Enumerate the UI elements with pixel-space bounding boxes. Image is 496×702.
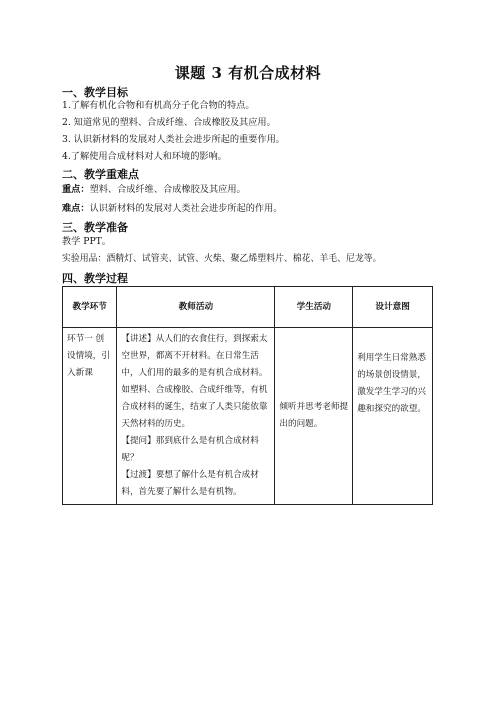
difficulty-line <box>62 203 283 215</box>
section-heading-key-points: 二、教学重难点 <box>62 168 139 181</box>
header-teacher: 教师活动 <box>117 287 275 328</box>
document-title: 课题 3 有机合成材料 <box>174 64 322 82</box>
key-point-label: 重点： <box>62 184 90 195</box>
difficulty-text: 认识新材料的发展对人类社会进步所起的作用。 <box>89 203 283 214</box>
cell-teacher <box>117 328 275 505</box>
section-heading-objectives: 一、教学目标 <box>62 86 128 99</box>
teacher-activity-paragraph: 【过渡】要想了解什么是有机合成材料，首先要了解什么是有机物。 <box>121 470 259 497</box>
objective-item: 4.了解使用合成材料对人和环境的影响。 <box>62 151 227 162</box>
difficulty-label: 难点： <box>62 203 90 214</box>
cell-intent: 利用学生日常熟悉的场景创设情景，激发学生学习的兴趣和探究的欲望。 <box>353 328 433 505</box>
objective-item: 1.了解有机化合物和有机高分子化合物的特点。 <box>62 100 255 111</box>
header-stage: 教学环节 <box>63 287 117 328</box>
header-student: 学生活动 <box>275 287 353 328</box>
header-intent: 设计意图 <box>353 287 433 328</box>
objective-item: 3. 认识新材料的发展对人类社会进步所起的重要作用。 <box>62 134 285 145</box>
cell-stage: 环节一 创设情境，引入新课 <box>63 328 117 505</box>
objective-item: 2. 知道常见的塑料、合成纤维、合成橡胶及其应用。 <box>62 117 276 128</box>
process-table <box>62 286 433 505</box>
section-heading-preparation: 三、教学准备 <box>62 221 128 234</box>
section-heading-process: 四、教学过程 <box>62 272 128 285</box>
table-row <box>63 328 433 505</box>
table-header-row <box>63 287 433 328</box>
cell-student: 倾听并思考老师提出的问题。 <box>275 328 353 505</box>
key-point-text: 塑料、合成纤维、合成橡胶及其应用。 <box>89 184 246 195</box>
key-point-line <box>62 184 246 196</box>
preparation-item: 教学 PPT。 <box>62 236 111 247</box>
teacher-activity-paragraph: 【提问】那到底什么是有机合成材料呢？ <box>121 436 259 463</box>
teacher-activity-paragraph: 【讲述】从人们的衣食住行，到探索太空世界，都离不开材料。在日常生活中，人们用的最多的是有机合成材料。如塑料、合成橡胶、合成纤维等，有机合成材料的诞生，结束了人类只能依靠天然材料的历史。 <box>121 334 268 429</box>
preparation-item: 实验用品：酒精灯、试管夹、试管、火柴、聚乙烯塑料片、棉花、羊毛、尼龙等。 <box>62 254 382 264</box>
